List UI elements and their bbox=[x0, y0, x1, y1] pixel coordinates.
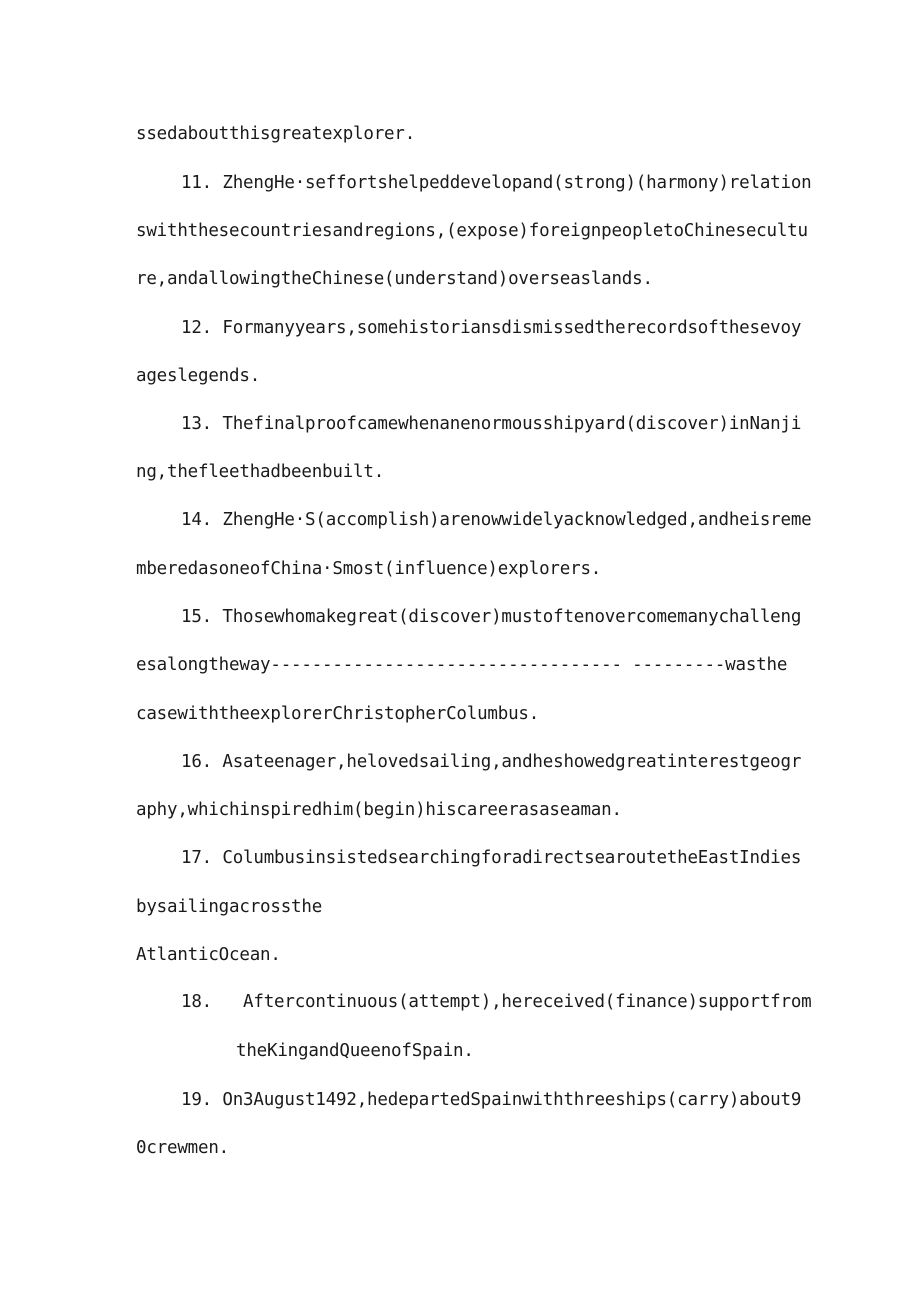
question-15-line-2: esalongtheway---------------------------------- ---------wasthe bbox=[136, 655, 788, 675]
question-number: 11. bbox=[181, 173, 213, 193]
question-18-line-2: theKingandQueenofSpain. bbox=[236, 1041, 474, 1061]
question-text: Asateenager,helovedsailing,andheshowedgreatinterestgeogr bbox=[222, 752, 802, 772]
question-text: ZhengHe·seffortshelpeddevelopand(strong)(harmony)relation bbox=[222, 173, 812, 193]
question-text: ColumbusinsistedsearchingforadirectsearoutetheEastIndies bbox=[222, 848, 802, 868]
question-17-line-1 bbox=[181, 846, 801, 870]
question-11-line-3: re,andallowingtheChinese(understand)overseaslands. bbox=[136, 269, 653, 289]
question-16-line-1 bbox=[181, 750, 801, 774]
question-number: 14. bbox=[181, 510, 213, 530]
question-text: On3August1492,hedepartedSpainwiththreeships(carry)about9 bbox=[222, 1090, 802, 1110]
question-number: 12. bbox=[181, 318, 213, 338]
question-17-line-3: AtlanticOcean. bbox=[136, 945, 281, 965]
question-18-line-1 bbox=[181, 990, 812, 1014]
continuation-line: ssedaboutthisgreatexplorer. bbox=[136, 124, 416, 144]
question-text: ZhengHe·S(accomplish)arenowwidelyacknowledged,andheisreme bbox=[222, 510, 812, 530]
question-13-line-1 bbox=[181, 412, 801, 436]
question-number: 13. bbox=[181, 414, 213, 434]
question-number: 19. bbox=[181, 1090, 213, 1110]
question-number: 17. bbox=[181, 848, 213, 868]
question-14-line-2: mberedasoneofChina·Smost(influence)explorers. bbox=[136, 559, 602, 579]
question-11-line-1 bbox=[181, 171, 812, 195]
question-text: Formanyyears,somehistoriansdismissedtherecordsofthesevoy bbox=[222, 318, 802, 338]
question-17-line-2: bysailingacrossthe bbox=[136, 897, 323, 917]
question-15-line-3: casewiththeexplorerChristopherColumbus. bbox=[136, 704, 540, 724]
question-number: 16. bbox=[181, 752, 213, 772]
question-13-line-2: ng,thefleethadbeenbuilt. bbox=[136, 462, 385, 482]
question-text: Aftercontinuous(attempt),hereceived(finance)supportfrom bbox=[243, 992, 812, 1012]
question-number: 15. bbox=[181, 607, 213, 627]
question-14-line-1 bbox=[181, 508, 812, 532]
question-19-line-1 bbox=[181, 1088, 801, 1112]
question-15-line-1 bbox=[181, 605, 801, 629]
question-16-line-2: aphy,whichinspiredhim(begin)hiscareerasaseaman. bbox=[136, 800, 622, 820]
question-number: 18. bbox=[181, 992, 213, 1012]
question-text: Thefinalproofcamewhenanenormousshipyard(discover)inNanji bbox=[222, 414, 802, 434]
question-12-line-2: ageslegends. bbox=[136, 366, 261, 386]
question-11-line-2: swiththesecountriesandregions,(expose)foreignpeopletoChinesecultu bbox=[136, 221, 808, 241]
question-text: Thosewhomakegreat(discover)mustoftenovercomemanychalleng bbox=[222, 607, 802, 627]
question-12-line-1 bbox=[181, 316, 801, 340]
question-19-line-2: 0crewmen. bbox=[136, 1138, 230, 1158]
